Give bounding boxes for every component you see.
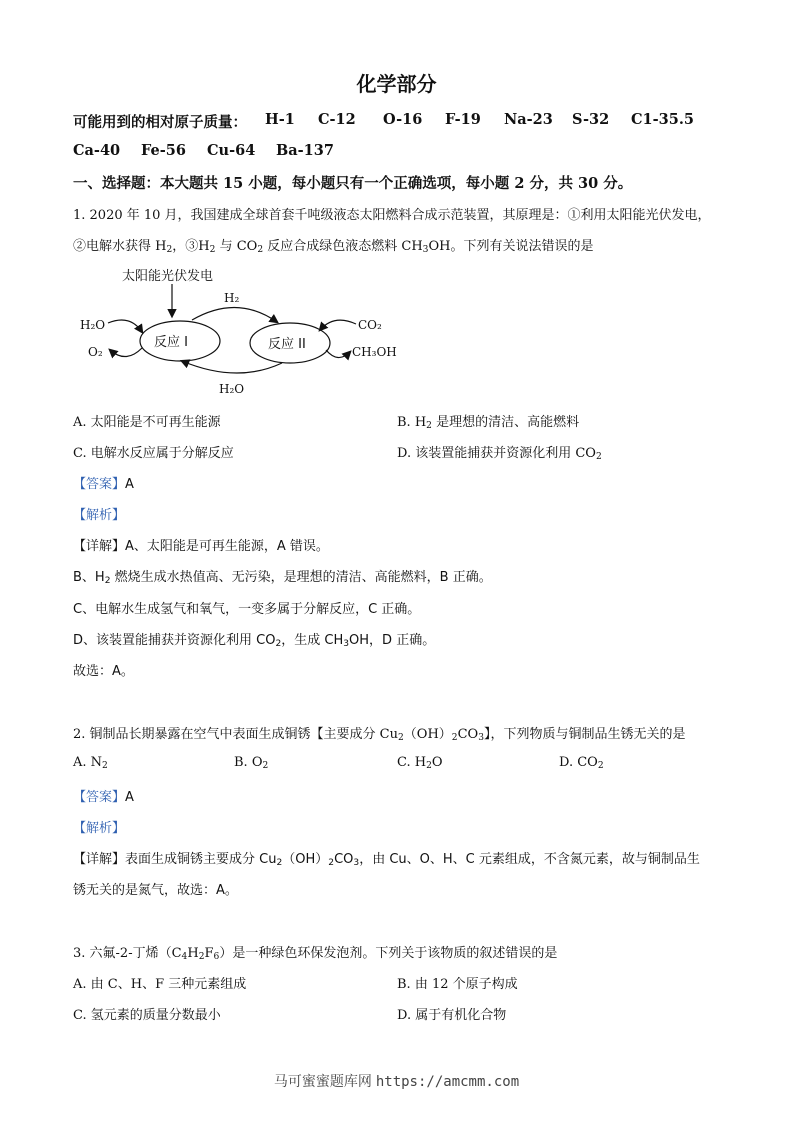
q2-option-d: D. $CO_2$ <box>559 755 604 771</box>
q3-stem: 3. 六氟-2-丁烯$(C_4H_2F_6)$是一种绿色环保发泡剂。下列关于该物质的叙述错误的是 <box>73 946 558 962</box>
ch3oh-output-label: CH₃OH <box>352 345 397 359</box>
h2o-input-label: H₂O <box>80 318 106 332</box>
q1-stem-line1: 1. 2020 年 10 月，我国建成全球首套千吨级液态太阳燃料合成示范装置，其原理是：①利用太阳能光伏发电， <box>73 208 711 223</box>
h2-label: H₂ <box>224 291 240 305</box>
reaction-2-label: 反应 II <box>268 337 306 352</box>
mass-cl: C1-35.5 <box>631 111 694 128</box>
mass-o: O-16 <box>383 111 423 128</box>
h2o-return-arrow <box>182 361 282 373</box>
q1-detail-a: 【详解】A、太阳能是可再生能源，A 错误。 <box>73 539 329 554</box>
page-footer <box>0 1071 793 1091</box>
mass-f: F-19 <box>445 111 481 128</box>
q1-stem-line2: ②电解水获得 $H_2$，$③H_2$ 与 $CO_2$ 反应合成绿色液态燃料 $CH_3OH$。下列有关说法错误的是 <box>73 239 594 255</box>
solar-label: 太阳能光伏发电 <box>122 269 214 284</box>
q3-option-a: A. 由 C、H、F 三种元素组成 <box>73 977 247 992</box>
ch3oh-output-arrow <box>326 350 350 358</box>
footer-site: 马可蜜蜜题库网 <box>273 1074 372 1090</box>
footer-url[interactable]: https://amcmm.com <box>375 1074 520 1090</box>
q2-detail-line2: 锈无关的是氮气，故选：A。 <box>73 883 238 898</box>
q2-option-c: C. $H_2O$ <box>397 755 443 771</box>
q1-detail-b: B、$H_2$ 燃烧生成水热值高、无污染，是理想的清洁、高能燃料，B 正确。 <box>73 570 492 586</box>
q2-answer: 【答案】A <box>73 790 134 805</box>
q1-choose: 故选：A。 <box>73 664 134 679</box>
o2-output-label: O₂ <box>88 345 103 359</box>
q2-option-b: B. $O_2$ <box>234 755 269 771</box>
co2-input-label: CO₂ <box>358 318 382 332</box>
h2o-input-arrow <box>108 320 142 332</box>
q1-detail-d: D、该装置能捕获并资源化利用 $CO_2$，生成 $CH_3OH$，D 正确。 <box>73 633 436 649</box>
mass-c: C-12 <box>318 111 356 128</box>
q3-option-d: D. 属于有机化合物 <box>397 1008 507 1023</box>
h2o-return-label: H₂O <box>219 382 245 396</box>
q3-option-b: B. 由 12 个原子构成 <box>397 977 518 992</box>
page-title: 化学部分 <box>356 72 437 96</box>
q1-analysis-label: 【解析】 <box>73 508 126 523</box>
q2-stem: 2. 铜制品长期暴露在空气中表面生成铜锈【主要成分 $Cu_2(OH)_2CO_3$】，下列物质与铜制品生锈无关的是 <box>73 727 686 743</box>
mass-fe: Fe-56 <box>141 142 186 159</box>
q1-answer: 【答案】A <box>73 477 134 492</box>
atomic-mass-label: 可能用到的相对原子质量： <box>73 114 247 131</box>
section-heading: 一、选择题：本大题共 15 小题，每小题只有一个正确选项，每小题 2 分，共 30 分。 <box>73 175 633 192</box>
h2-arrow <box>192 307 277 322</box>
o2-output-arrow <box>110 348 142 357</box>
mass-ca: Ca-40 <box>73 142 121 159</box>
mass-cu: Cu-64 <box>207 142 256 159</box>
mass-ba: Ba-137 <box>276 142 334 159</box>
q1-option-c: C. 电解水反应属于分解反应 <box>73 446 234 461</box>
mass-na: Na-23 <box>504 111 553 128</box>
q2-option-a: A. $N_2$ <box>73 755 108 771</box>
q1-detail-c: C、电解水生成氢气和氧气，一变多属于分解反应，C 正确。 <box>73 602 421 617</box>
q1-option-b: B. $H_2$ 是理想的清洁、高能燃料 <box>397 415 580 431</box>
q1-option-a: A. 太阳能是不可再生能源 <box>73 415 221 430</box>
mass-s: S-32 <box>572 111 610 128</box>
q2-detail-line1: 【详解】表面生成铜锈主要成分 $Cu_2(OH)_2CO_3$，由 Cu、O、H、C 元素组成，不含氮元素，故与铜制品生 <box>73 852 700 868</box>
mass-h: H-1 <box>265 111 295 128</box>
co2-input-arrow <box>320 320 356 330</box>
reaction-diagram <box>72 262 412 402</box>
q1-option-d: D. 该装置能捕获并资源化利用 $CO_2$ <box>397 446 602 462</box>
q2-analysis-label: 【解析】 <box>73 821 126 836</box>
q3-option-c: C. 氢元素的质量分数最小 <box>73 1008 221 1023</box>
reaction-1-label: 反应 I <box>154 335 188 350</box>
